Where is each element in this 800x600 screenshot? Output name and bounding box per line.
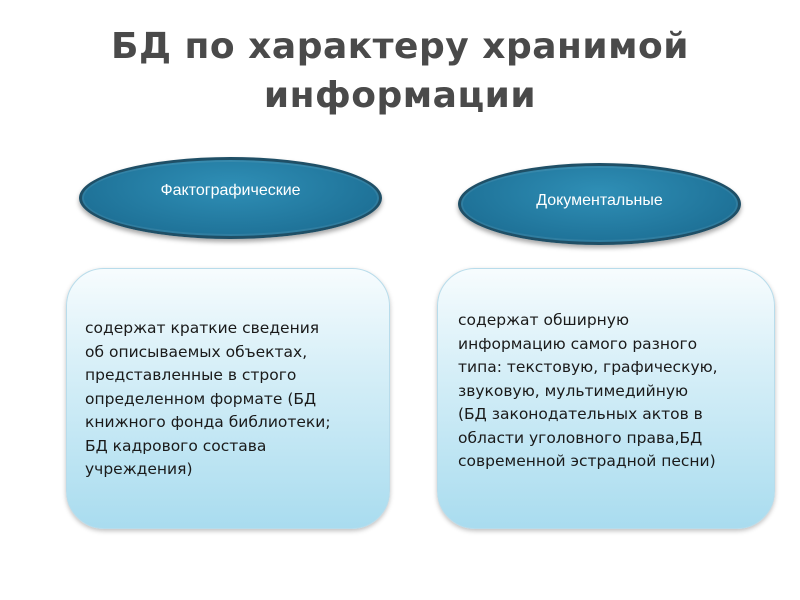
category-factographic-description: содержат краткие сведения об описываемых объектах, представленные в строго определенном формате (БД книжного фонда библиотеки; БД кадрового состава учреждения) xyxy=(85,319,331,478)
slide-title: БД по характеру хранимой информации xyxy=(111,26,689,116)
category-factographic-label: Фактографические xyxy=(160,182,301,199)
category-factographic-description-box xyxy=(66,268,390,529)
category-documentary-label: Документальные xyxy=(536,192,663,209)
category-documentary-ellipse xyxy=(458,163,741,245)
category-factographic-ellipse xyxy=(79,157,382,239)
category-documentary-description-box xyxy=(437,268,775,529)
category-documentary-description: содержат обширную информацию самого разного типа: текстовую, графическую, звуковую, мультимедийную (БД законодательных актов в области уголовного права,БД современной эстрадной песни) xyxy=(458,311,718,470)
